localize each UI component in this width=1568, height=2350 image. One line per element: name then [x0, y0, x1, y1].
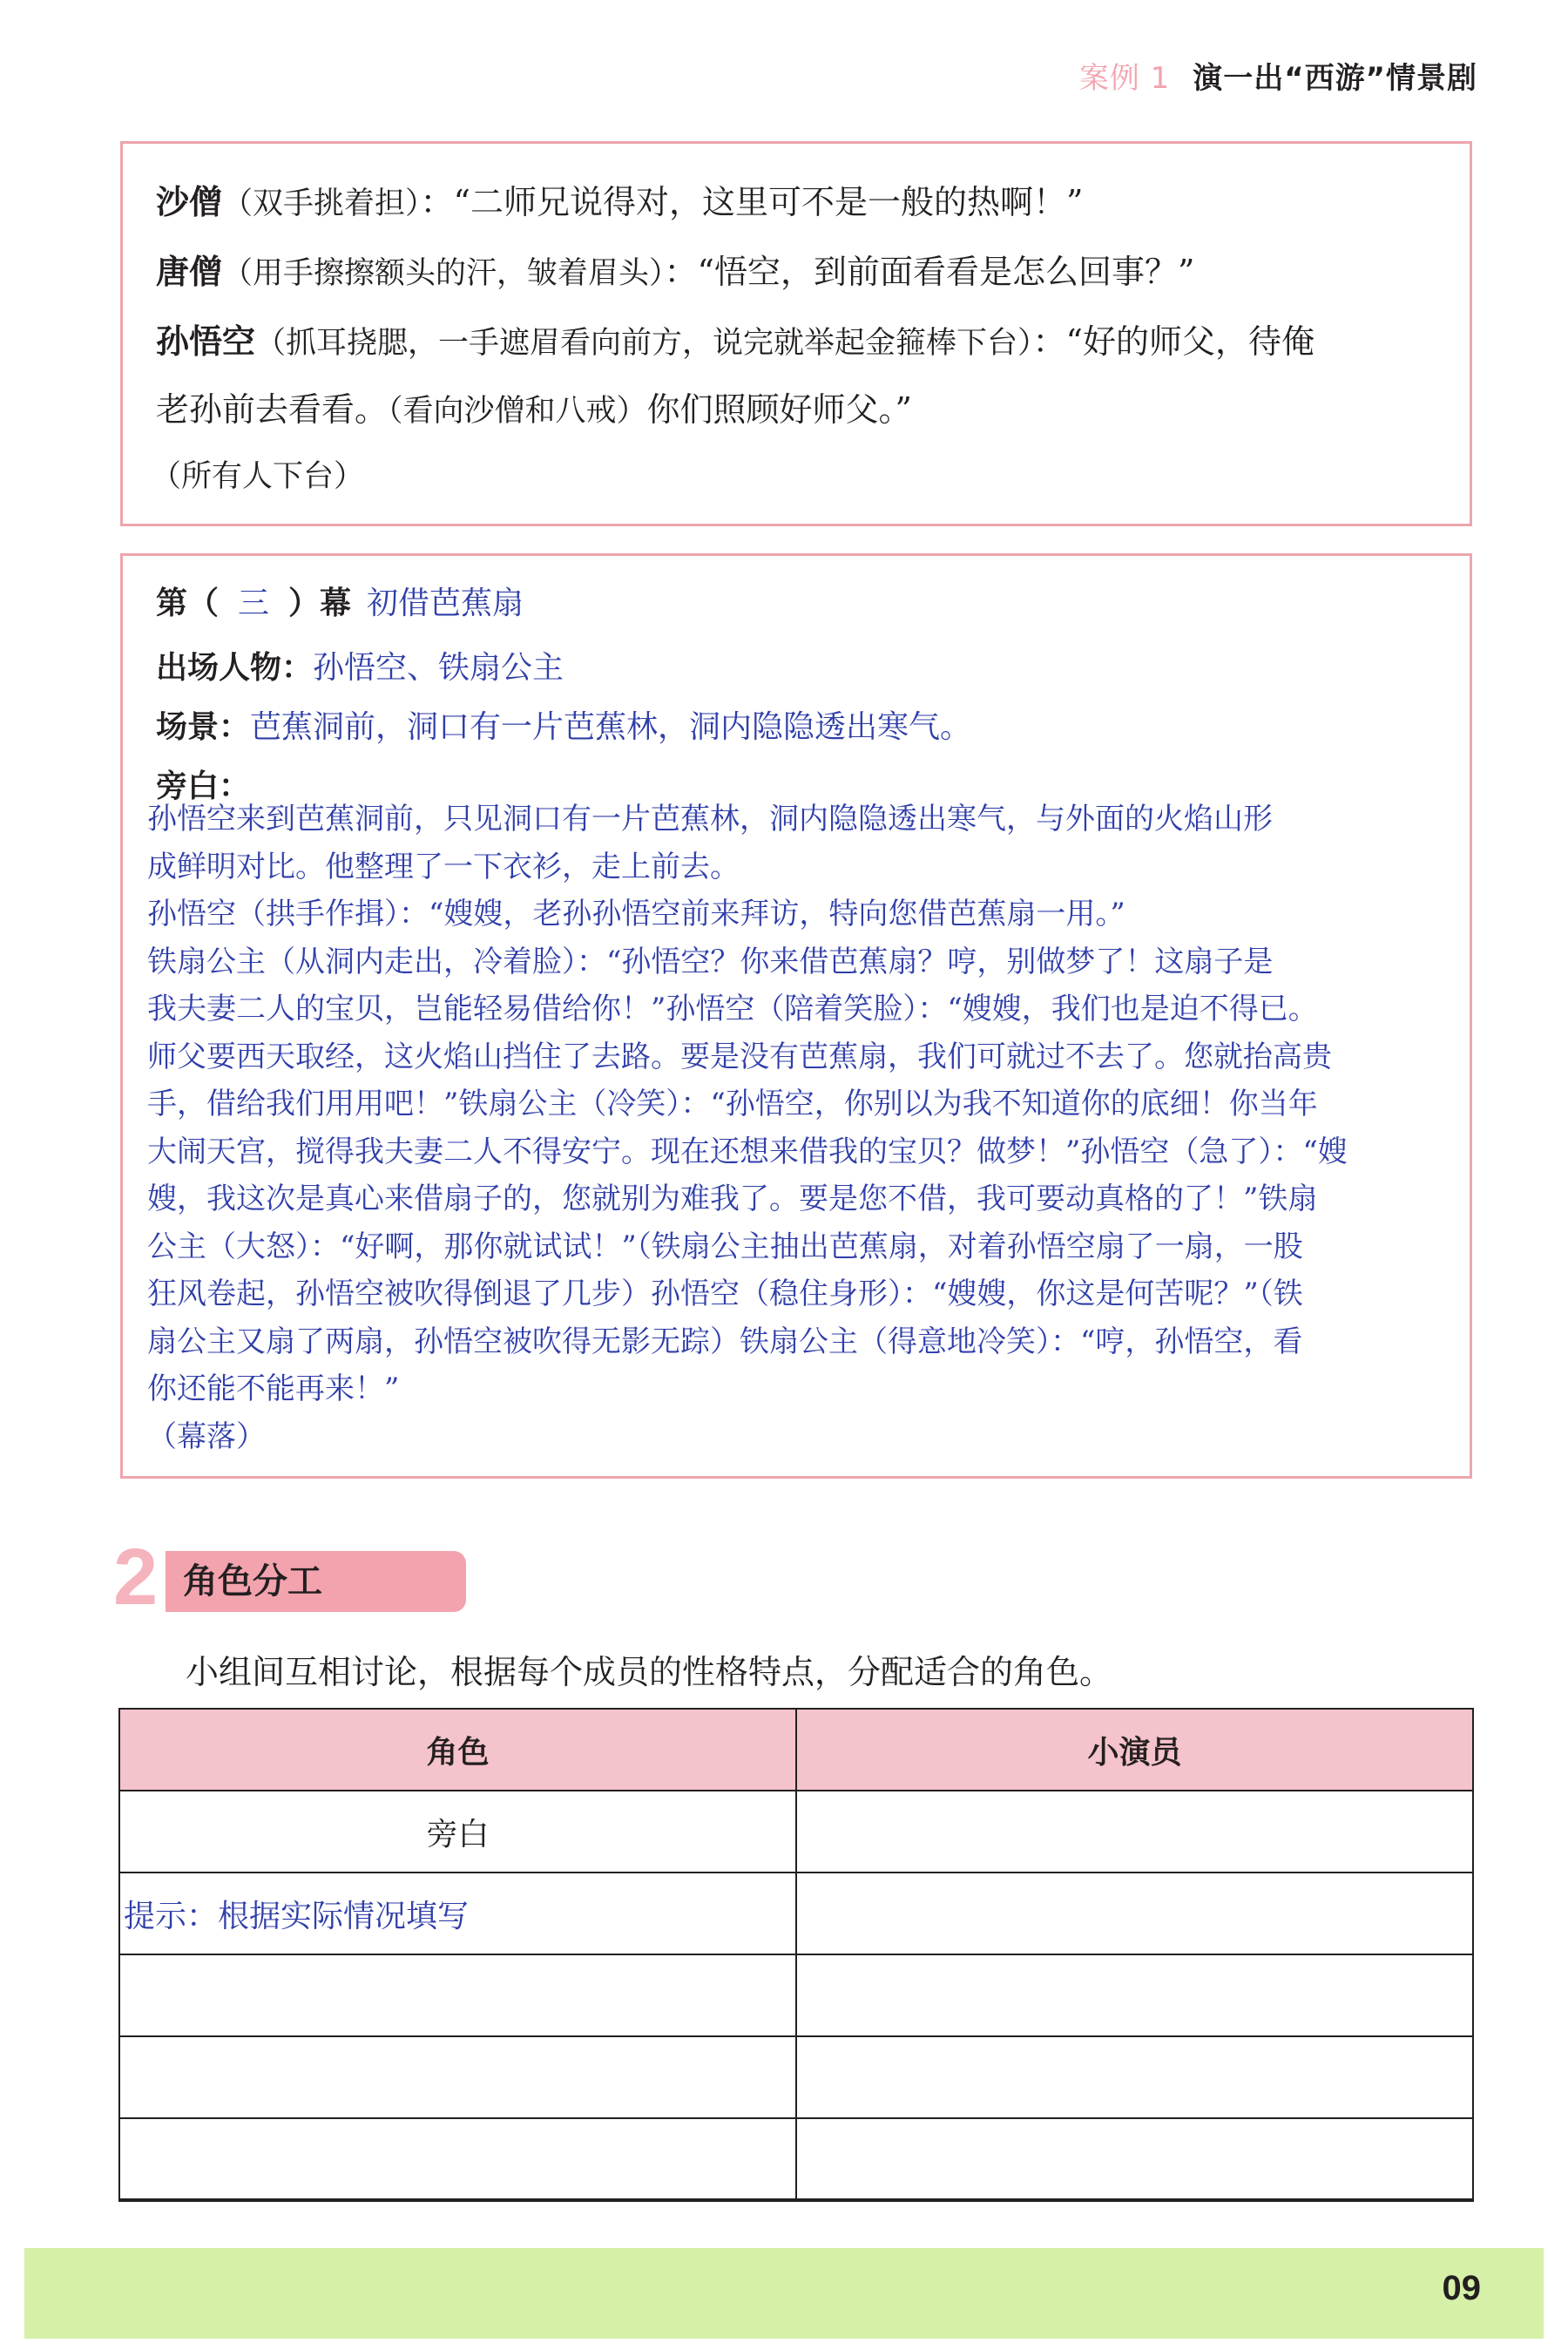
- act-prefix: 第（: [156, 586, 220, 621]
- speech-text: ：“好的师父，待俺: [1032, 322, 1315, 361]
- table-row: [119, 2118, 1473, 2200]
- column-header-role: 角色: [119, 1709, 796, 1791]
- act-number: 三: [238, 586, 270, 621]
- dialogue-line: [156, 383, 912, 430]
- actor-cell[interactable]: [796, 2036, 1473, 2118]
- column-header-actor: 小演员: [796, 1709, 1473, 1791]
- actor-cell[interactable]: [796, 1954, 1473, 2036]
- stage-direction: （用手擦擦额头的汗，皱着眉头）: [222, 256, 665, 291]
- table-row: [119, 2036, 1473, 2118]
- page-number: 09: [1442, 2269, 1481, 2307]
- stage-direction: （看向沙僧和八戒）: [388, 394, 647, 429]
- stage-direction: （抓耳挠腮，一手遮眉看向前方，说完就举起金箍棒下台）: [255, 326, 1033, 361]
- table-row: [119, 1791, 1473, 1873]
- characters-value: 孙悟空、铁扇公主: [313, 650, 564, 686]
- role-assignment-table: [118, 1708, 1474, 2202]
- characters-row: [156, 643, 564, 687]
- speech-text: 你们照顾好师父。”: [646, 390, 912, 429]
- characters-label: 出场人物：: [156, 650, 314, 686]
- narration-line: 狂风卷起，孙悟空被吹得倒退了几步）孙悟空（稳住身形）：“嫂嫂，你这是何苦呢？”（铁: [147, 1277, 1303, 1311]
- speech-text: ：“悟空，到前面看看是怎么回事？”: [664, 253, 1195, 291]
- narration-line: 孙悟空（拱手作揖）：“嫂嫂，老孙孙悟空前来拜访，特向您借芭蕉扇一用。”: [147, 897, 1125, 931]
- narration-line: 嫂，我这次是真心来借扇子的，您就别为难我了。要是您不借，我可要动真格的了！”铁扇: [147, 1182, 1318, 1216]
- narration-line: 手，借给我们用用吧！”铁扇公主（冷笑）：“孙悟空，你别以为我不知道你的底细！你当年: [147, 1087, 1318, 1121]
- scene-value: 芭蕉洞前，洞口有一片芭蕉林，洞内隐隐透出寒气。: [250, 709, 972, 745]
- table-header-row: [119, 1709, 1473, 1791]
- act-heading: [156, 579, 524, 623]
- narration-line: 我夫妻二人的宝贝，岂能轻易借给你！”孙悟空（陪着笑脸）：“嫂嫂，我们也是迫不得已。: [147, 992, 1318, 1026]
- page-footer-band: [24, 2248, 1544, 2339]
- section-number: 2: [113, 1533, 159, 1622]
- role-cell[interactable]: [119, 2036, 796, 2118]
- stage-direction: （双手挑着担）: [222, 186, 421, 221]
- narration-line: 师父要西天取经，这火焰山挡住了去路。要是没有芭蕉扇，我们可就过不去了。您就抬高贵: [147, 1039, 1332, 1074]
- role-cell[interactable]: [119, 2118, 796, 2200]
- narration-text: [147, 796, 1471, 1460]
- section-title: 角色分工: [166, 1551, 466, 1612]
- chapter-title: 演一出“西游”情景剧: [1193, 61, 1477, 96]
- role-cell[interactable]: [119, 1954, 796, 2036]
- table-row: [119, 1873, 1473, 1954]
- actor-cell[interactable]: [796, 1873, 1473, 1954]
- script-box-act: [120, 553, 1472, 1479]
- narration-line: 铁扇公主（从洞内走出，冷着脸）：“孙悟空？你来借芭蕉扇？哼，别做梦了！这扇子是: [147, 944, 1274, 979]
- act-suffix: ）幕: [288, 586, 352, 621]
- speaker-name: 沙僧: [156, 183, 223, 221]
- script-box-dialogue: [120, 141, 1472, 526]
- page-header: [1079, 54, 1477, 97]
- scene-label: 场景：: [156, 709, 251, 745]
- dialogue-line: [156, 315, 1315, 362]
- curtain-line: （幕落）: [147, 1419, 266, 1454]
- actor-cell[interactable]: [796, 1791, 1473, 1873]
- narration-label: 旁白：: [156, 769, 251, 804]
- dialogue-line: [156, 245, 1194, 293]
- narration-line: 大闹天宫，搅得我夫妻二人不得安宁。现在还想来借我的宝贝？做梦！”孙悟空（急了）：“嫂: [147, 1134, 1348, 1169]
- speaker-name: 孙悟空: [156, 322, 256, 361]
- narration-line: 公主（大怒）：“好啊，那你就试试！”（铁扇公主抽出芭蕉扇，对着孙悟空扇了一扇，一股: [147, 1229, 1303, 1264]
- section-instruction: 小组间互相讨论，根据每个成员的性格特点，分配适合的角色。: [186, 1653, 1113, 1691]
- scene-row: [156, 702, 971, 747]
- role-cell: 旁白: [119, 1791, 796, 1873]
- narration-line: 扇公主又扇了两扇，孙悟空被吹得无影无踪）铁扇公主（得意地冷笑）：“哼，孙悟空，看: [147, 1324, 1303, 1359]
- act-title: 初借芭蕉扇: [367, 586, 524, 621]
- stage-direction-exit: （所有人下台）: [151, 459, 365, 494]
- speech-text: 老孙前去看看。: [156, 390, 389, 429]
- table-row: [119, 1954, 1473, 2036]
- role-cell-hint: 提示：根据实际情况填写: [119, 1873, 796, 1954]
- narration-line: 孙悟空来到芭蕉洞前，只见洞口有一片芭蕉林，洞内隐隐透出寒气，与外面的火焰山形: [147, 802, 1273, 836]
- narration-line: 成鲜明对比。他整理了一下衣衫，走上前去。: [147, 849, 740, 884]
- dialogue-line: [156, 175, 1083, 223]
- narration-line: 你还能不能再来！”: [147, 1371, 400, 1406]
- speech-text: ：“二师兄说得对，这里可不是一般的热啊！”: [420, 183, 1084, 221]
- actor-cell[interactable]: [796, 2118, 1473, 2200]
- speaker-name: 唐僧: [156, 253, 223, 291]
- case-label: 案例 1: [1078, 61, 1171, 96]
